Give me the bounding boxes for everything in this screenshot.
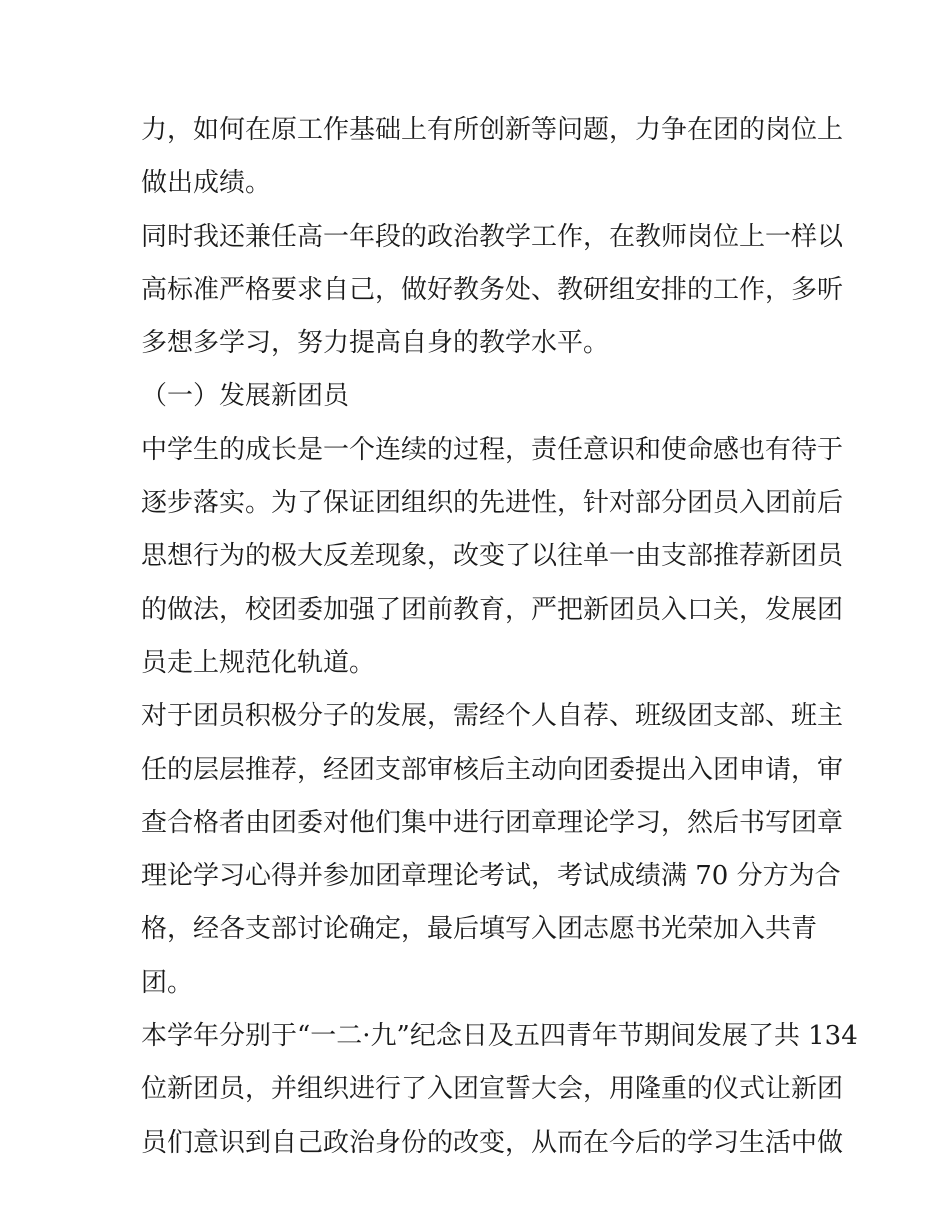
text-line: 的做法，校团委加强了团前教育，严把新团员入口关，发展团 [141, 594, 844, 625]
body-text [141, 104, 858, 1170]
text-line: 员走上规范化轨道。 [141, 647, 376, 678]
text-line: 高标准严格要求自己，做好教务处、教研组安排的工作，多听 [141, 274, 844, 305]
text-line: 格，经各支部讨论确定，最后填写入团志愿书光荣加入共青 [141, 914, 818, 945]
text-line: 位新团员，并组织进行了入团宣誓大会，用隆重的仪式让新团 [141, 1074, 844, 1105]
text-line: 理论学习心得并参加团章理论考试，考试成绩满 70 分方为合 [141, 861, 841, 892]
text-line: 思想行为的极大反差现象，改变了以往单一由支部推荐新团员 [141, 541, 844, 572]
text-line: 多想多学习，努力提高自身的教学水平。 [141, 328, 610, 359]
text-line: 团。 [141, 967, 194, 998]
text-line: 中学生的成长是一个连续的过程，责任意识和使命感也有待于 [141, 434, 844, 465]
text-line: 做出成绩。 [141, 168, 272, 199]
text-line: 对于团员积极分子的发展，需经个人自荐、班级团支部、班主 [141, 701, 844, 732]
text-line: 力，如何在原工作基础上有所创新等问题，力争在团的岗位上 [141, 115, 844, 145]
text-line: 本学年分别于“一二·九”纪念日及五四青年节期间发展了共 134 [141, 1021, 858, 1052]
text-line: 员们意识到自己政治身份的改变，从而在今后的学习生活中做 [141, 1127, 844, 1158]
text-line: 查合格者由团委对他们集中进行团章理论学习，然后书写团章 [141, 807, 844, 838]
section-heading: （一）发展新团员 [141, 381, 350, 412]
text-line: 任的层层推荐，经团支部审核后主动向团委提出入团申请，审 [141, 754, 844, 785]
text-line: 逐步落实。为了保证团组织的先进性，针对部分团员入团前后 [141, 488, 844, 519]
text-line: 同时我还兼任高一年段的政治教学工作，在教师岗位上一样以 [141, 221, 844, 252]
